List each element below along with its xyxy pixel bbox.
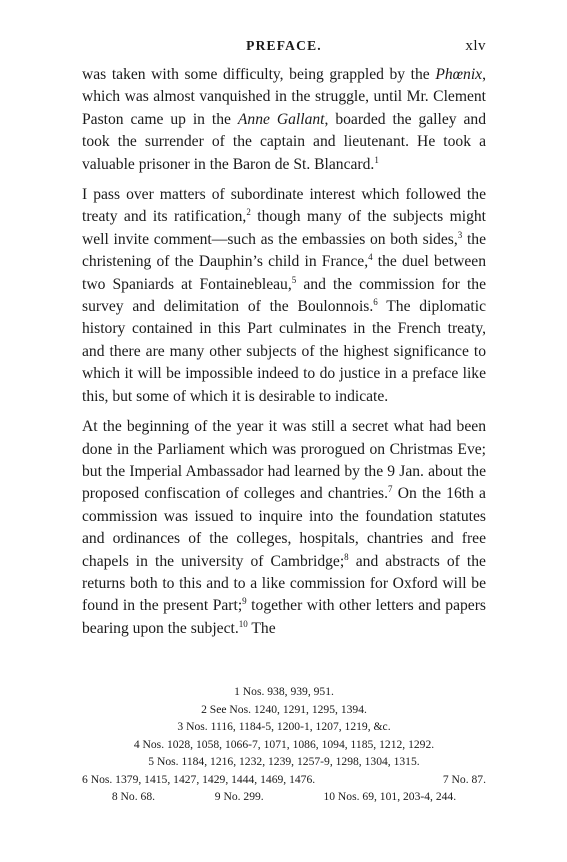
text-run: though many of the subjects might well invite comment—such as the embassies on both sides, bbox=[82, 208, 486, 248]
page-header bbox=[82, 38, 486, 56]
footnote-ref: 1 bbox=[374, 154, 379, 165]
footnote: 10 Nos. 69, 101, 203-4, 244. bbox=[323, 790, 457, 803]
text-run: the christening of the Dauphin’s child in France, bbox=[82, 230, 486, 271]
text-run: The diplomatic history contained in this Part culminates in the French treaty, and there are many other subjects of the highest significance to which it will be impossible indeed to do justice in a preface like this, but some of which it is desirable to indicate. bbox=[82, 298, 487, 405]
page-number: xlv bbox=[465, 38, 486, 54]
text-run: the duel between two Spaniards at Fontainebleau, bbox=[82, 253, 486, 293]
text-run: was taken with some difficulty, being grappled by the bbox=[82, 66, 436, 83]
running-title: PREFACE. bbox=[246, 38, 322, 53]
footnote-line bbox=[82, 683, 486, 701]
paragraph bbox=[82, 64, 486, 176]
footnote-ref: 6 bbox=[373, 296, 378, 307]
text-run: On the 16th a commission was issued to inquire into the foundation statutes and ordinances of the colleges, hospitals, chantries and free chapels in the university of Cambridge; bbox=[82, 485, 486, 570]
footnote-ref: 5 bbox=[291, 274, 297, 285]
footnote-ref: 7 bbox=[388, 484, 393, 495]
italic-text: Phœnix bbox=[435, 66, 483, 83]
text-run: I pass over matters of subordinate interest which followed the treaty and its ratification, bbox=[82, 186, 486, 226]
footnote: 7 No. 87. bbox=[442, 772, 486, 786]
text-run: The bbox=[247, 619, 276, 637]
body-text bbox=[82, 64, 486, 640]
footnote-ref: 3 bbox=[457, 229, 463, 240]
text-run: At the beginning of the year it was still a secret what had been done in the Parliament which was prorogued on Christmas Eve; but the Imperial Ambassador had learned by the 9 Jan. about the proposed confiscation of colleges and chantries. bbox=[82, 418, 486, 503]
footnote-line bbox=[82, 753, 486, 771]
footnote: 9 No. 299. bbox=[214, 790, 264, 803]
text-run: and the commission for the survey and delimitation of the Boulonnois. bbox=[82, 275, 486, 316]
paragraph bbox=[82, 416, 486, 640]
footnote-line bbox=[82, 771, 486, 789]
footnote: 2 See Nos. 1240, 1291, 1295, 1394. bbox=[201, 702, 367, 716]
text-run: and abstracts of the returns both to this and to a like commission for Oxford will be found in the present Part; bbox=[82, 552, 486, 615]
footnote-ref: 10 bbox=[238, 618, 248, 629]
footnote-ref: 2 bbox=[246, 207, 251, 218]
paragraph bbox=[82, 184, 486, 408]
footnote-line bbox=[82, 718, 486, 736]
footnotes bbox=[82, 683, 486, 806]
footnote-ref: 9 bbox=[242, 596, 247, 607]
footnote: 3 Nos. 1116, 1184-5, 1200-1, 1207, 1219, &c. bbox=[177, 720, 391, 733]
text-run: , boarded the galley and took the surrender of the captain and lieutenant. He took a valuable prisoner in the Baron de St. Blancard. bbox=[82, 110, 487, 173]
footnote-line bbox=[82, 788, 486, 806]
footnote: 8 No. 68. bbox=[111, 790, 156, 803]
text-run: , which was almost vanquished in the struggle, until Mr. Clement Paston came up in the bbox=[82, 66, 486, 128]
footnote-line bbox=[82, 701, 486, 719]
footnote-line bbox=[82, 736, 486, 754]
footnote: 4 Nos. 1028, 1058, 1066-7, 1071, 1086, 1094, 1185, 1212, 1292. bbox=[133, 737, 435, 751]
italic-text: Anne Gallant bbox=[237, 110, 325, 128]
footnote: 1 Nos. 938, 939, 951. bbox=[234, 685, 334, 698]
footnote: 5 Nos. 1184, 1216, 1232, 1239, 1257-9, 1298, 1304, 1315. bbox=[148, 755, 420, 768]
footnote-ref: 8 bbox=[344, 551, 349, 562]
footnote: 6 Nos. 1379, 1415, 1427, 1429, 1444, 1469, 1476. bbox=[82, 772, 316, 786]
text-run: together with other letters and papers bearing upon the subject. bbox=[82, 597, 486, 637]
footnote-ref: 4 bbox=[368, 252, 373, 263]
